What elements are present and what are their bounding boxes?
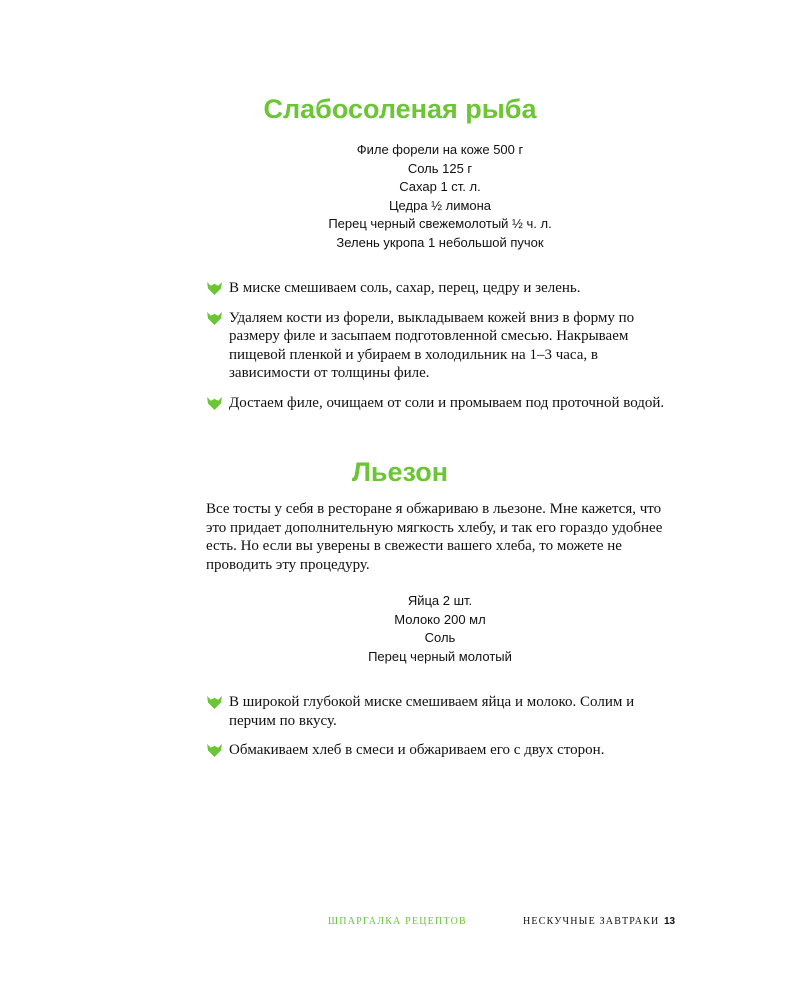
steps-list bbox=[207, 279, 677, 423]
ingredient-list bbox=[0, 141, 800, 253]
step-item bbox=[207, 693, 677, 730]
ingredient-item: Цедра ½ лимона bbox=[388, 197, 492, 213]
step-text: В миске смешиваем соль, сахар, перец, цедру и зелень. bbox=[229, 280, 581, 296]
fox-head-icon bbox=[207, 282, 222, 295]
ingredient-item: Соль bbox=[424, 630, 456, 646]
ingredient-item: Сахар 1 ст. л. bbox=[399, 179, 481, 195]
step-text: Обмакиваем хлеб в смеси и обжариваем его с двух сторон. bbox=[229, 742, 605, 758]
ingredient-item: Яйца 2 шт. bbox=[407, 593, 473, 608]
step-text: В широкой глубокой миске смешиваем яйца и молоко. Солим и перчим по вкусу. bbox=[229, 694, 635, 729]
page-number: 13 bbox=[664, 916, 676, 927]
step-item bbox=[207, 741, 677, 760]
fox-head-icon bbox=[207, 744, 222, 757]
page-footer bbox=[0, 916, 800, 930]
fox-head-icon bbox=[207, 312, 222, 325]
ingredient-item: Перец черный свежемолотый ½ ч. л. bbox=[328, 216, 552, 232]
steps-list bbox=[207, 693, 677, 771]
ingredient-item: Зелень укропа 1 небольшой пучок bbox=[336, 234, 544, 250]
recipe-title: Льезон bbox=[351, 457, 449, 487]
ingredient-item: Перец черный молотый bbox=[368, 648, 512, 664]
footer-section-title: ШПАРГАЛКА РЕЦЕПТОВ bbox=[328, 916, 467, 927]
ingredient-list bbox=[0, 592, 800, 666]
ingredient-item: Соль 125 г bbox=[407, 160, 473, 176]
ingredient-item: Филе форели на коже 500 г bbox=[356, 142, 524, 157]
recipe-title: Слабосоленая рыба bbox=[263, 94, 537, 124]
fox-head-icon bbox=[207, 397, 222, 410]
step-text: Достаем филе, очищаем от соли и промываем под проточной водой. bbox=[229, 394, 665, 411]
step-item bbox=[207, 394, 677, 413]
step-item bbox=[207, 309, 677, 383]
step-item bbox=[207, 279, 677, 298]
recipe-intro: Все тосты у себя в ресторане я обжариваю в льезоне. Мне кажется, что это придает дополнительную мягкость хлебу, и так его гораздо удобнее есть. Но если вы уверены в свежести вашего хлеба, то можете не проводить эту процедуру. bbox=[206, 501, 663, 573]
footer-book-title: НЕСКУЧНЫЕ ЗАВТРАКИ bbox=[523, 916, 660, 927]
fox-head-icon bbox=[207, 696, 222, 709]
ingredient-item: Молоко 200 мл bbox=[394, 611, 486, 627]
step-text: Удаляем кости из форели, выкладываем кожей вниз в форму по размеру филе и засыпаем подготовленной смесью. Накрываем пищевой пленкой и убираем в холодильник на 1–3 часа, в зависимости от толщины филе. bbox=[229, 309, 635, 381]
